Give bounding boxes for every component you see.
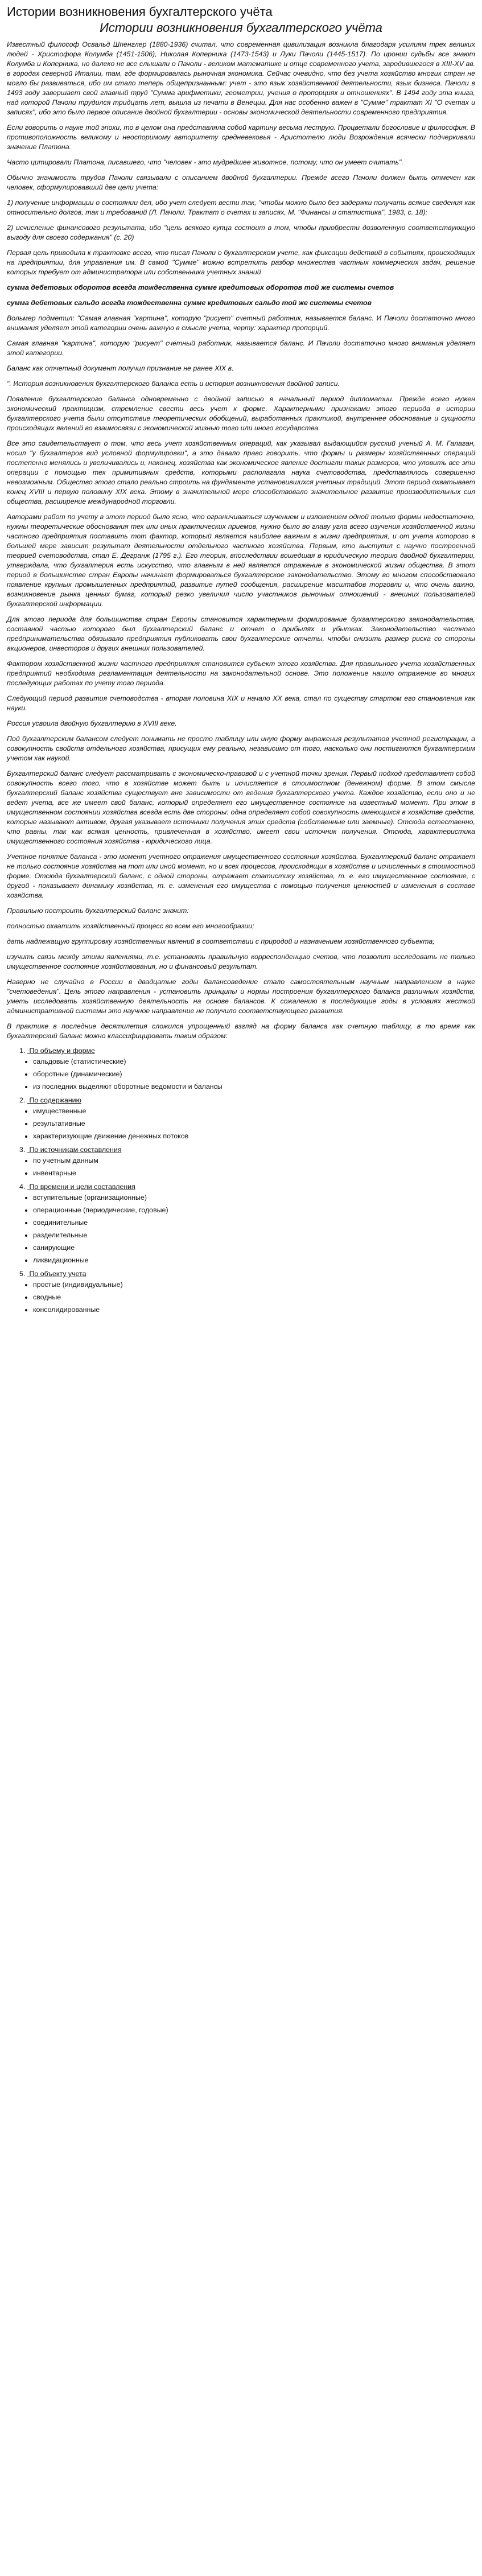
paragraph: Известный философ Освальд Шпенглер (1880-1936) считал, что современная цивилизация возникла благодаря усилиям трех великих людей - Христофора Колумба (1451-1506), Николая Коперника (1473-1543) и Луки Пачоли (1445-1517). По иронии судьбы все знают Колумба и Коперника, но далеко не все слышали о Пачоли - великом математике и отце современного учета, зародившегося в XIII-XV вв. в городах северной Италии, там, где формировалась рыночная экономика. Сейчас очевидно, что без учета хозяйство многих стран не могло бы развиваться, ибо им стало теперь общепризнанным: учет - это язык хозяйственной деятельности, язык бизнеса. Пачоли в 1493 году завершает свой главный труд "Сумма арифметики, геометрии, учения о пропорциях и отношениях". В 1494 году эта книга, над которой Пачоли трудился тридцать лет, вышла из печати в Венеции. Для нас особенно важен в "Сумме" трактат XI "О счетах и записях", ибо это было первое описание двойной бухгалтерии - основы экономической деятельности современного предприятия.: [7, 40, 475, 116]
paragraph: изучить связь между этими явлениями, т.е. установить правильную корреспонденцию счетов, что позволит исследовать не только имущественное состояние хозяйствования, но и финансовый результат.: [7, 953, 475, 970]
section-title-link[interactable]: По источникам составления: [29, 1146, 122, 1154]
list-item: • по учетным данным: [33, 1156, 475, 1166]
classification-section: [7, 1183, 475, 1265]
paragraph: В практике в последние десятилетия сложился упрощенный взгляд на форму баланса как счетную таблицу, в то время как бухгалтерский баланс можно классифицировать таким образом:: [7, 1022, 475, 1040]
list-item: • из последних выделяют оборотные ведомости и балансы: [33, 1082, 475, 1092]
classification-section: [7, 1047, 475, 1092]
section-number: 5.: [19, 1270, 26, 1278]
list-item: • санирующие: [33, 1243, 475, 1253]
list-item: • оборотные (динамические): [33, 1069, 475, 1079]
paragraph: 2) исчисление финансового результата, ибо "цель всякого купца состоит в том, чтобы приобрести дозволенную соответствующую выгоду для своего содержания" (с. 20): [7, 224, 475, 241]
paragraph: ". История возникновения бухгалтерского баланса есть и история возникновения двойной записи.: [7, 380, 340, 388]
paragraph: Обычно значимость трудов Пачоли связывали с описанием двойной бухгалтерии. Прежде всего Пачоли должен быть отмечен как человек, сформулировавший две цели учета:: [7, 174, 475, 191]
paragraph: Первая цель приводила к трактовке всего, что писал Пачоли о бухгалтерском учете, как фиксации действий в событиях, происходящих на предприятии, для управления им. В самой "Сумме" можно встретить разбор множества частных коммерческих задач, решение которых требует от администратора или собственника учетных знаний: [7, 249, 475, 276]
list-item: • сальдовые (статистические): [33, 1057, 475, 1067]
paragraph: Авторами работ по учету в этот период было ясно, что ограничиваться изучением и изложением одной только формы недостаточно, нужны теоретические обоснования тех или иных практических приемов, нужно было во главу угла всего изучения хозяйственной жизни частного предприятия поставить тот фактор, который является наиболее важным в жизни предприятия, и от учета которого в большей мере зависит результат деятельности отдельного частного хозяйства. Первым, кто выступил с научно построенной теорией счетоводства, стал Е. Дегранж (1795 г.). Его теория, впоследствии вошедшая в юридическую теорию двойной бухгалтерии, утверждала, что бухгалтерия есть искусство, что главным в ней является отражение в экономической жизни общества. В этот период в большинстве стран Европы начинает формироваться бухгалтерское законодательство. Этому во многом способствовало появление крупных промышленных предприятий, развитие путей сообщения, расширение масштабов торговли и, что очень важно, возникновение рынка ценных бумаг, который резко увеличил число участников рыночных отношений - внешних пользователей бухгалтерской информации.: [7, 513, 475, 608]
classification-section: [7, 1270, 475, 1315]
section-number: 4.: [19, 1183, 26, 1191]
list-item: • сводные: [33, 1293, 475, 1302]
list-item: • характеризующие движение денежных потоков: [33, 1131, 475, 1141]
paragraph: 1) получение информации о состоянии дел, ибо учет следует вести так, "чтобы можно было без задержки получать всякие сведения как относительно долгов, так и требований (Л. Пачоли. Трактат о счетах и записях, М. "Финансы и статистика", 1983, с. 18);: [7, 199, 475, 216]
section-title-link[interactable]: По объекту учета: [29, 1270, 86, 1278]
main-heading: Истории возникновения бухгалтерского учёта: [100, 20, 382, 35]
paragraph: Под бухгалтерским балансом следует понимать не просто таблицу или иную форму выражения результатов учетной регистрации, а совокупность свойств отдельного хозяйства, присущих ему реально, независимо от того, насколько они постигаются бухгалтерским учетом как наукой.: [7, 735, 475, 762]
section-title-link[interactable]: По содержанию: [29, 1096, 81, 1104]
paragraph: Часто цитировали Платона, писавшего, что "человек - это мудрейшее животное, потому, что он умеет считать".: [7, 158, 403, 166]
paragraph: Бухгалтерский баланс следует рассматривать с экономическо-правовой и с учетной точки зрения. Первый подход представляет собой совокупность всего того, что в хозяйстве может быть и исчисляется в стоимостном (денежном) форме. В этом смысле бухгалтерский баланс хозяйства существует вне зависимости от ведения бухгалтерского учета. Каждое хозяйство, если оно и не ведет учета, все же имеет свой баланс, который определяет его имущественное состояние на известный момент. При этом в имущественном состоянии хозяйства всегда есть две стороны: одна определяет собой совокупность имеющихся в хозяйстве средств, которые называют активом, другая указывает источники получения этих средств (собственные или заемные). Отсюда естественно, что равны, так как всякая ценность, привлеченная в хозяйство, имеет свои источник получения. Отсюда, характеристика имущественного состояния хозяйства - юридического лица.: [7, 769, 475, 845]
paragraph: Появление бухгалтерского баланса одновременно с двойной записью в начальный период дипломатии. Прежде всего нужен экономический практицизм, стремление свести весь учет к форме. Характерными признаками этого периода в истории бухгалтерского учета были отсутствие теоретических обобщений, выработанных практикой, внутреннее обоснование и сущности происходящих явлений во взаимосвязи с экономической жизнью того или иного государства.: [7, 395, 475, 432]
paragraph: Все это свидетельствует о том, что весь учет хозяйственных операций, как указывал выдающийся русский ученый А. М. Галаган, носил "у бухгалтеров вид условной формулировки", а это давало право говорить, что формы и размеры хозяйственных операций постепенно менялись и увеличивались и, наконец, хозяйства как экономическое явление достигли таких размеров, что уловить все эти операции с помощью тех примитивных средств, которыми располагала наука счетоводства, представлялось совершенно невозможным. Общество этого стало реально строить на фундаменте установившихся учетных традиций. Этот период охватывает конец XVIII и первую половину XIX века. Этому в значительной мере способствовало значительное развитие производительных сил общества, расширение международной торговли.: [7, 439, 475, 505]
classification-list: [7, 1047, 475, 1315]
page-title: Истории возникновения бухгалтерского учёта: [7, 5, 273, 19]
paragraph: Самая главная "картина", которую "рисует" счетный работник, называется баланс. И Пачоли достаточно много внимания уделяет этой категории.: [7, 339, 475, 357]
list-item: • имущественные: [33, 1106, 475, 1116]
list-item: • операционные (периодические, годовые): [33, 1205, 475, 1215]
paragraph: Баланс как отчетный документ получил признание не ранее XIX в.: [7, 364, 234, 372]
paragraph: полностью охватить хозяйственный процесс во всем его многообразии;: [7, 922, 254, 930]
emphasized-paragraph: сумма дебетовых сальдо всегда тождественна сумме кредитовых сальдо той же системы счетов: [7, 299, 372, 307]
paragraph: Фактором хозяйственной жизни частного предприятия становится субъект этого хозяйства. Для правильного учета хозяйственных предприятий необходима регламентация деятельности на законодательной основе. Это положение нашло отражение во многих последующих работах по учету того периода.: [7, 660, 475, 687]
article-body: [7, 40, 475, 1041]
paragraph: дать надлежащую группировку хозяйственных явлений в соответствии с природой и назначением хозяйственного субъекта;: [7, 937, 435, 945]
paragraph: Вольмер подметил: "Самая главная "картина", которую "рисует" счетный работник, называется баланс. И Пачоли достаточно много внимания уделяет этой категории очень важную в смысле учета, черту: характер пропорций.: [7, 314, 475, 332]
section-number: 3.: [19, 1146, 26, 1154]
paragraph: Следующий период развития счетоводства - вторая половина XIX и начало XX века, стал по существу стартом его становления как науки.: [7, 694, 475, 712]
paragraph: Для этого периода для большинства стран Европы становится характерным формирование бухгалтерского законодательства, составной частью которого был бухгалтерский баланс и отчет о прибылях и убытках. Законодательство частного предпринимательства обязывало предприятия публиковать свои бухгалтерские отчеты, чтобы снизить размер риска со стороны акционеров, инвесторов и других внешних пользователей.: [7, 615, 475, 652]
paragraph: Наверно не случайно в России в двадцатые годы балансоведение стало самостоятельным научным направлением в науке "счетоведения". Цель этого направления - установить принципы и нормы построения бухгалтерского баланса различных хозяйств, уметь исследовать хозяйственную деятельность на основе балансов. К сожалению в последующие годы в условиях жесткой административной системы это научное направление не получило соответствующего развития.: [7, 978, 475, 1015]
list-item: • вступительные (организационные): [33, 1193, 475, 1203]
paragraph: Учетное понятие баланса - это момент учетного отражения имущественного состояния хозяйства. Бухгалтерский баланс отражает не только состояние хозяйства на тот или иной момент, но и всех процессов, происходящих в хозяйстве и исчисленных в стоимостной форме. Отсюда бухгалтерский баланс, с одной стороны, отражает статистику хозяйства, т. е. его имущественное состояние, с другой - показывает динамику хозяйства, т. е. изменения его имущества с помощью получения ценностей и изменения в составе хозяйства.: [7, 853, 475, 899]
list-item: • ликвидационные: [33, 1256, 475, 1265]
list-item: • результативные: [33, 1119, 475, 1129]
list-item: • консолидированные: [33, 1305, 475, 1315]
classification-section: [7, 1146, 475, 1178]
paragraph: Если говорить о науке той эпохи, то в целом она представляла собой картину весьма пеструю. Процветали богословие и философия. В противоположность великому и неоспоримому авторитету средневековья - Аристотелю люди Возрождения всячески подчеркивали значение Платона.: [7, 124, 475, 151]
list-item: • соединительные: [33, 1218, 475, 1228]
list-item: • простые (индивидуальные): [33, 1280, 475, 1290]
classification-section: [7, 1096, 475, 1141]
emphasized-paragraph: сумма дебетовых оборотов всегда тождественна сумме кредитовых оборотов той же системы счетов: [7, 283, 394, 291]
paragraph: Россия усвоила двойную бухгалтерию в XVIII веке.: [7, 719, 177, 727]
list-item: • разделительные: [33, 1231, 475, 1240]
section-number: 2.: [19, 1096, 26, 1104]
paragraph: Правильно построить бухгалтерский баланс значит:: [7, 907, 189, 915]
section-title-link[interactable]: По объему и форме: [29, 1047, 95, 1055]
section-title-link[interactable]: По времени и цели составления: [29, 1183, 135, 1191]
section-number: 1.: [19, 1047, 26, 1055]
list-item: • инвентарные: [33, 1168, 475, 1178]
